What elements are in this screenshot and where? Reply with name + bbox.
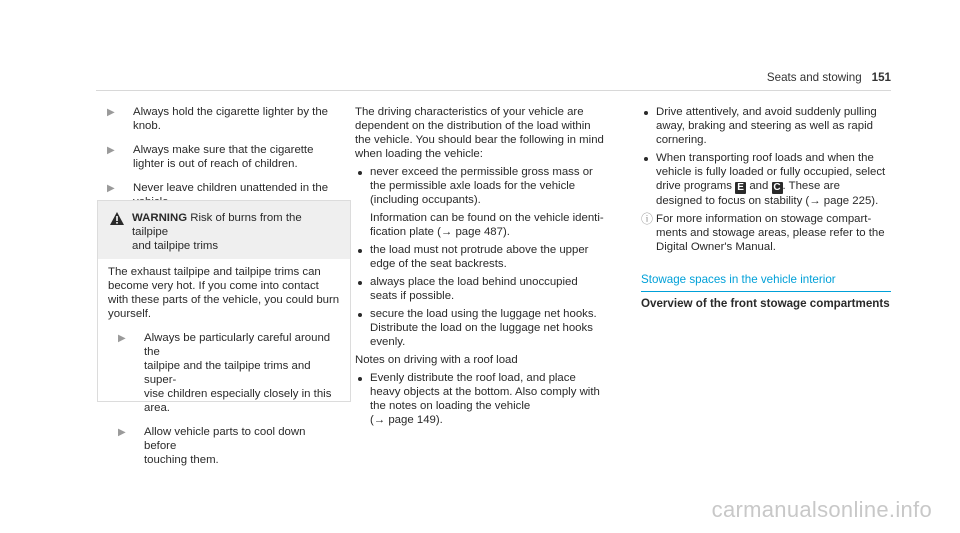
list-item-line: always place the load behind unoccupied	[370, 276, 578, 288]
list-item	[355, 243, 625, 271]
column-middle	[355, 105, 625, 431]
list-item-line: When transporting roof loads and when the	[656, 152, 874, 164]
list-item	[108, 425, 340, 467]
list-item-line: Evenly distribute the roof load, and place	[370, 372, 576, 384]
list-item	[355, 307, 625, 349]
list-item	[355, 371, 625, 427]
page-header	[767, 71, 891, 85]
list-item-line: Drive attentively, and avoid suddenly pulling	[656, 106, 877, 118]
warning-triangle-icon	[110, 212, 124, 225]
column-right	[641, 105, 893, 254]
drive-program-e-icon: E	[735, 182, 746, 194]
list-item	[641, 105, 893, 147]
warning-label: WARNING	[132, 212, 188, 224]
list-item-line: vehicle is fully loaded or fully occupied, select	[656, 166, 886, 178]
list-item-line: away, braking and steering as well as rapid	[656, 120, 873, 132]
arrow-bullet-icon: ▶	[107, 107, 115, 118]
list-item-line: touching them.	[144, 454, 219, 466]
arrow-bullet-icon: ▶	[118, 427, 126, 438]
section-name: Seats and stowing	[766, 71, 862, 84]
list-item-line: never exceed the permissible gross mass or	[370, 166, 593, 178]
warning-title-line: Risk of burns from the tailpipe	[132, 212, 302, 238]
paragraph-line: The driving characteristics of your vehicle are	[355, 106, 584, 118]
list-item-line: tailpipe and the tailpipe trims and super-	[144, 360, 311, 386]
list-item-line: Always hold the cigarette lighter by the	[133, 106, 329, 118]
roof-load-heading: Notes on driving with a roof load	[355, 354, 518, 366]
list-item-line: cornering.	[656, 134, 707, 146]
arrow-bullet-icon: ▶	[107, 183, 115, 194]
paragraph-line: yourself.	[108, 308, 152, 320]
intro-paragraph	[355, 105, 625, 161]
warning-title-line: and tailpipe trims	[132, 240, 219, 252]
paragraph-line: dependent on the distribution of the load within	[355, 120, 591, 132]
section-heading[interactable]: Stowage spaces in the vehicle interior	[641, 273, 891, 292]
list-item-line: lighter is out of reach of children.	[133, 158, 298, 170]
list-item-line: vise children especially closely in this	[144, 388, 332, 400]
drive-program-c-icon: C	[773, 182, 781, 193]
header-divider	[96, 90, 891, 91]
note-line: Digital Owner's Manual.	[656, 241, 776, 253]
list-item	[107, 143, 342, 171]
list-item-line: area.	[144, 402, 170, 414]
list-item	[108, 331, 340, 415]
list-item-line: knob.	[133, 120, 161, 132]
list-item	[107, 105, 342, 133]
list-item-line: the permissible axle loads for the vehicle	[370, 180, 576, 192]
list-item-subtext	[370, 211, 625, 239]
list-item-line: Never leave children unattended in the	[133, 182, 329, 194]
list-item-line: Allow vehicle parts to cool down before	[144, 426, 306, 452]
subsection-heading: Overview of the front stowage compartments	[641, 297, 890, 310]
list-item-line: heavy objects at the bottom. Also comply with	[370, 386, 600, 398]
list-item-line: edge of the seat backrests.	[370, 258, 507, 270]
warning-box	[97, 200, 351, 466]
list-item-line	[656, 179, 893, 194]
warning-body	[98, 259, 350, 467]
list-item-line: (including occupants).	[370, 194, 481, 206]
paragraph-line: when loading the vehicle:	[355, 148, 483, 160]
note-line: For more information on stowage compart-	[656, 213, 872, 225]
note	[641, 212, 893, 254]
list-item-line: evenly.	[370, 336, 406, 348]
warning-header	[98, 201, 350, 259]
list-item-line: the load must not protrude above the upper	[370, 244, 589, 256]
note-line: ments and stowage areas, please refer to the	[656, 227, 885, 239]
paragraph-line: the vehicle. You should bear the following in mind	[355, 134, 604, 146]
paragraph-line: with these parts of the vehicle, you could burn	[108, 294, 340, 306]
drive-programs-post: . These are	[782, 180, 840, 192]
arrow-bullet-icon: ▶	[118, 333, 126, 344]
list-item	[355, 275, 625, 303]
list-item-line: seats if possible.	[370, 290, 455, 302]
list-item-line: the notes on loading the vehicle	[370, 400, 531, 412]
list-item-line: Information can be found on the vehicle identi-	[370, 212, 604, 224]
arrow-bullet-icon: ▶	[107, 145, 115, 156]
paragraph-line: become very hot. If you come into contact	[108, 280, 319, 292]
list-item-line: Always be particularly careful around the	[144, 332, 331, 358]
paragraph-line: The exhaust tailpipe and tailpipe trims can	[108, 266, 321, 278]
info-note-icon: ⓘ	[641, 212, 654, 226]
page-reference-link[interactable]: fication plate (→ page 487).	[370, 226, 510, 238]
list-item-line: secure the load using the luggage net hooks.	[370, 308, 597, 320]
list-item	[355, 165, 625, 239]
page-reference-link[interactable]: (→ page 149).	[370, 414, 443, 426]
warning-paragraph	[108, 265, 340, 321]
page-reference-link[interactable]: designed to focus on stability (→ page 225).	[656, 195, 879, 207]
drive-programs-text: drive programs	[656, 180, 732, 192]
page-number: 151	[871, 71, 891, 84]
and-text: and	[749, 180, 769, 192]
list-item-line: Always make sure that the cigarette	[133, 144, 314, 156]
list-item-line: Distribute the load on the luggage net hooks	[370, 322, 593, 334]
list-item	[641, 151, 893, 208]
watermark-text: carmanualsonline.info	[711, 497, 932, 522]
